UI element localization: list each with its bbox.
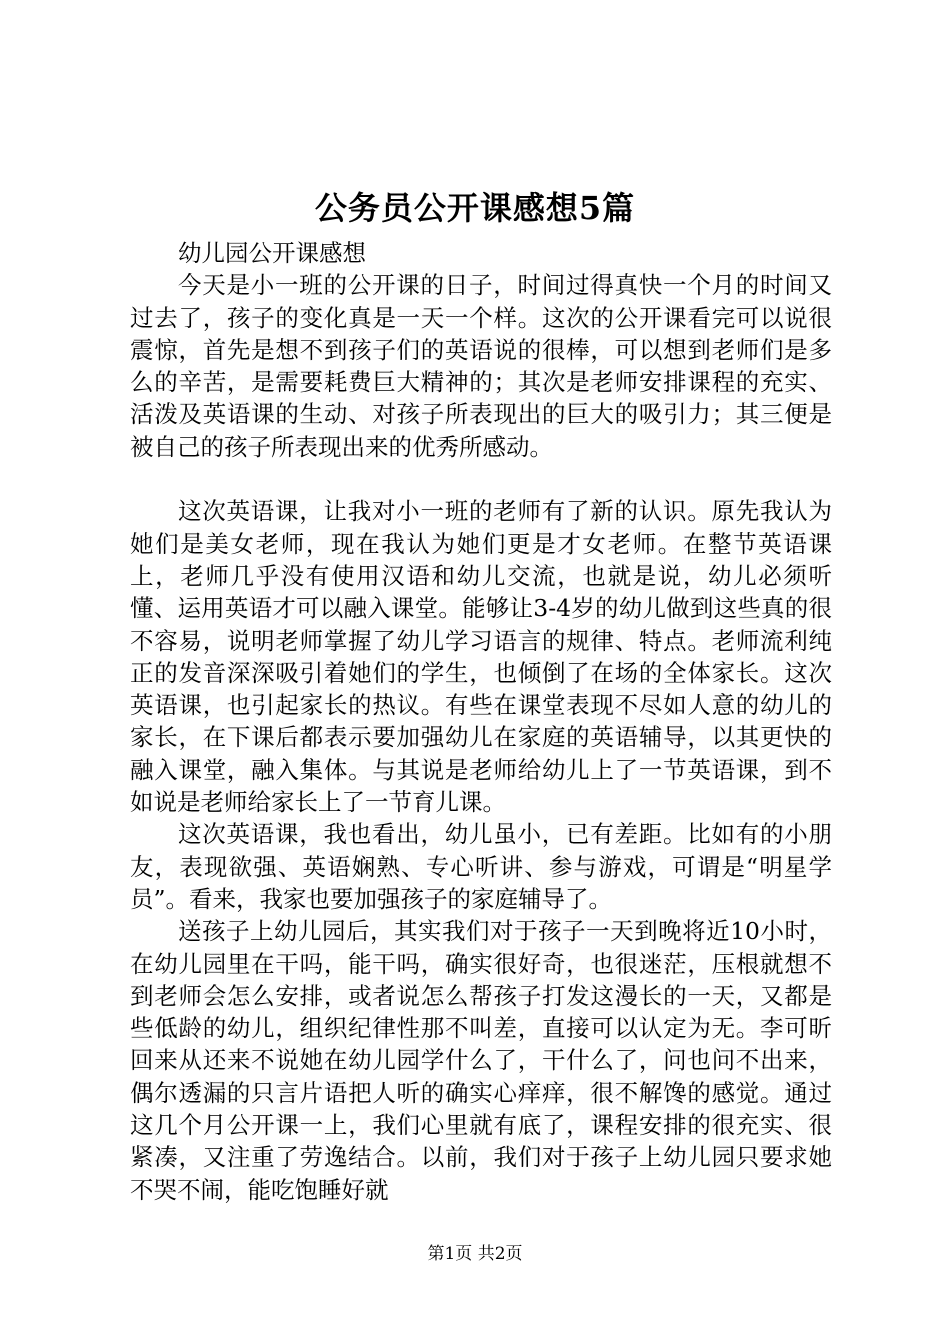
body-paragraph-3: 这次英语课，我也看出，幼儿虽小，已有差距。比如有的小朋友，表现欲强、英语娴熟、专心听讲、参与游戏，可谓是“明星学员”。看来，我家也要加强孩子的家庭辅导了。 — [130, 820, 832, 913]
document-title: 公务员公开课感想5篇 — [314, 189, 636, 227]
body-paragraph-2: 这次英语课，让我对小一班的老师有了新的认识。原先我认为她们是美女老师，现在我认为她们更是才女老师。在整节英语课上，老师几乎没有使用汉语和幼儿交流，也就是说，幼儿必须听懂、运用英语才可以融入课堂。能够让3-4岁的幼儿做到这些真的很不容易，说明老师掌握了幼儿学习语言的规律、特点。老师流利纯正的发音深深吸引着她们的学生，也倾倒了在场的全体家长。这次英语课，也引起家长的热议。有些在课堂表现不尽如人意的幼儿的家长，在下课后都表示要加强幼儿在家庭的英语辅导，以其更快的融入课堂，融入集体。与其说是老师给幼儿上了一节英语课，到不如说是老师给家长上了一节育儿课。 — [130, 497, 832, 817]
body-paragraph-1: 今天是小一班的公开课的日子，时间过得真快一个月的时间又过去了，孩子的变化真是一天一个样。这次的公开课看完可以说很震惊，首先是想不到孩子们的英语说的很棒，可以想到老师们是多么的辛苦，是需要耗费巨大精神的；其次是老师安排课程的充实、活泼及英语课的生动、对孩子所表现出的巨大的吸引力；其三便是被自己的孩子所表现出来的优秀所感动。 — [130, 271, 832, 461]
section-subheading: 幼儿园公开课感想 — [178, 239, 366, 267]
document-body — [130, 237, 832, 1206]
page-footer: 第1页 共2页 — [427, 1244, 523, 1264]
body-paragraph-4: 送孩子上幼儿园后，其实我们对于孩子一天到晚将近10小时，在幼儿园里在干吗，能干吗，确实很好奇，也很迷茫，压根就想不到老师会怎么安排，或者说怎么帮孩子打发这漫长的一天，又都是些低龄的幼儿，组织纪律性那不叫差，直接可以认定为无。李可昕回来从还来不说她在幼儿园学什么了，干什么了，问也问不出来，偶尔透漏的只言片语把人听的确实心痒痒，很不解馋的感觉。通过这几个月公开课一上，我们心里就有底了，课程安排的很充实、很紧凑，又注重了劳逸结合。以前，我们对于孩子上幼儿园只要求她不哭不闹，能吃饱睡好就 — [130, 917, 832, 1204]
